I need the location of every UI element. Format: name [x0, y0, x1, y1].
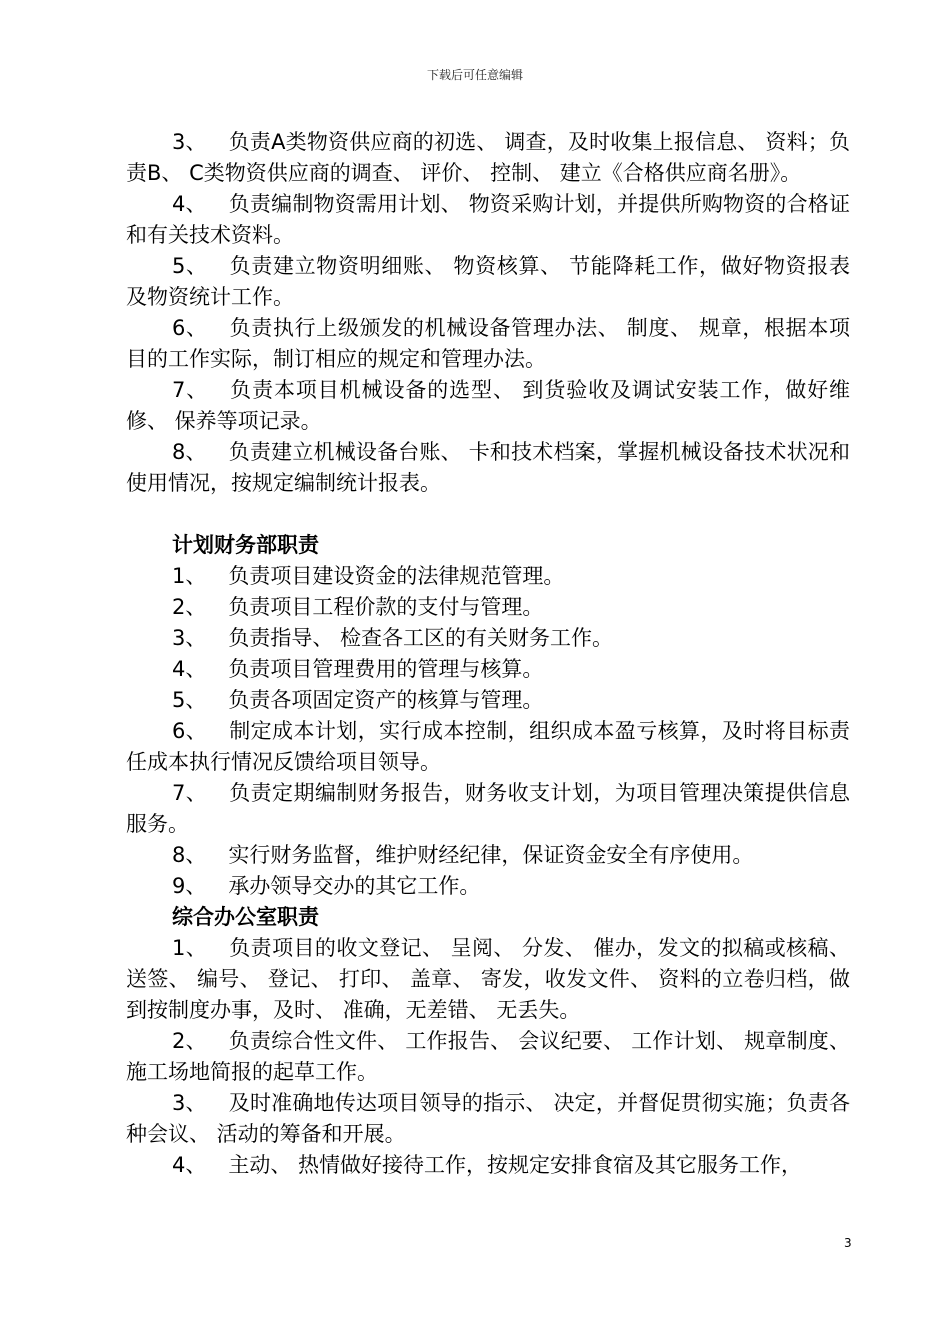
item-number: 7、: [172, 781, 208, 805]
item-number: 3、: [172, 626, 207, 650]
document-body: [126, 127, 850, 1181]
list-item: [126, 933, 850, 1026]
list-item: [126, 623, 850, 654]
item-number: 7、: [172, 378, 209, 402]
item-text: 负责各项固定资产的核算与管理。: [228, 688, 544, 712]
list-item: [126, 127, 850, 189]
list-item: [126, 1026, 850, 1088]
item-text: 负责综合性文件、 工作报告、 会议纪要、 工作计划、 规章制度、 施工场地简报的起草工作。: [126, 1029, 850, 1084]
item-number: 5、: [172, 254, 208, 278]
item-text: 负责项目的收文登记、 呈阅、 分发、 催办，发文的拟稿或核稿、 送签、 编号、 登记、 打印、 盖章、 寄发，收发文件、 资料的立卷归档，做到按制度办事，及时、 准确，无差错、 无丢失。: [126, 936, 850, 1022]
list-item: [126, 778, 850, 840]
item-number: 6、: [172, 719, 208, 743]
list-item: [126, 716, 850, 778]
list-item: [126, 871, 850, 902]
item-text: 负责项目建设资金的法律规范管理。: [228, 564, 565, 588]
page-header: 下载后可任意编辑: [426, 68, 523, 82]
page-number: 3: [844, 1236, 852, 1250]
item-text: 负责编制物资需用计划、 物资采购计划，并提供所购物资的合格证和有关技术资料。: [126, 192, 850, 247]
section-heading: 计划财务部职责: [172, 533, 319, 557]
item-number: 4、: [172, 1153, 207, 1177]
list-item: [126, 561, 850, 592]
item-text: 制定成本计划，实行成本控制，组织成本盈亏核算，及时将目标责任成本执行情况反馈给项目领导。: [126, 719, 850, 774]
list-item: [126, 189, 850, 251]
item-number: 2、: [172, 1029, 207, 1053]
list-item: [126, 375, 850, 437]
item-text: 负责建立机械设备台账、 卡和技术档案，掌握机械设备技术状况和使用情况，按规定编制统计报表。: [126, 440, 850, 495]
list-item: [126, 654, 850, 685]
item-number: 4、: [172, 657, 207, 681]
item-text: 负责本项目机械设备的选型、 到货验收及调试安装工作，做好维修、 保养等项记录。: [126, 378, 850, 433]
item-number: 8、: [172, 440, 207, 464]
item-text: 负责项目工程价款的支付与管理。: [228, 595, 544, 619]
item-number: 9、: [172, 874, 207, 898]
item-number: 3、: [172, 130, 207, 154]
list-item: [126, 840, 850, 871]
item-text: 负责定期编制财务报告，财务收支计划，为项目管理决策提供信息服务。: [126, 781, 850, 836]
item-text: 负责执行上级颁发的机械设备管理办法、 制度、 规章，根据本项目的工作实际，制订相应的规定和管理办法。: [126, 316, 850, 371]
section-material-duties: [126, 127, 850, 499]
list-item: [126, 1088, 850, 1150]
list-item: [126, 592, 850, 623]
item-text: 负责A类物资供应商的初选、 调查，及时收集上报信息、 资料；负责B、 C类物资供应商的调查、 评价、 控制、 建立《合格供应商名册》。: [126, 130, 850, 185]
item-number: 5、: [172, 688, 207, 712]
item-number: 3、: [172, 1091, 207, 1115]
item-text: 负责建立物资明细账、 物资核算、 节能降耗工作，做好物资报表及物资统计工作。: [126, 254, 850, 309]
item-text: 及时准确地传达项目领导的指示、 决定，并督促贯彻实施；负责各种会议、 活动的筹备和开展。: [126, 1091, 850, 1146]
list-item: [126, 251, 850, 313]
list-item: [126, 685, 850, 716]
item-number: 8、: [172, 843, 207, 867]
item-text: 主动、 热情做好接待工作，按规定安排食宿及其它服务工作，: [228, 1153, 803, 1177]
list-item: [126, 437, 850, 499]
item-number: 2、: [172, 595, 207, 619]
item-number: 1、: [172, 564, 207, 588]
item-text: 负责项目管理费用的管理与核算。: [228, 657, 544, 681]
item-number: 6、: [172, 316, 208, 340]
item-text: 承办领导交办的其它工作。: [228, 874, 481, 898]
list-item: [126, 313, 850, 375]
list-item: [126, 1150, 850, 1181]
section-finance-duties: [126, 530, 850, 902]
item-text: 负责指导、 检查各工区的有关财务工作。: [228, 626, 614, 650]
item-number: 4、: [172, 192, 207, 216]
section-spacer: [126, 499, 850, 530]
item-number: 1、: [172, 936, 208, 960]
item-text: 实行财务监督，维护财经纪律，保证资金安全有序使用。: [228, 843, 754, 867]
section-heading: 综合办公室职责: [172, 905, 319, 929]
section-office-duties: [126, 902, 850, 1181]
